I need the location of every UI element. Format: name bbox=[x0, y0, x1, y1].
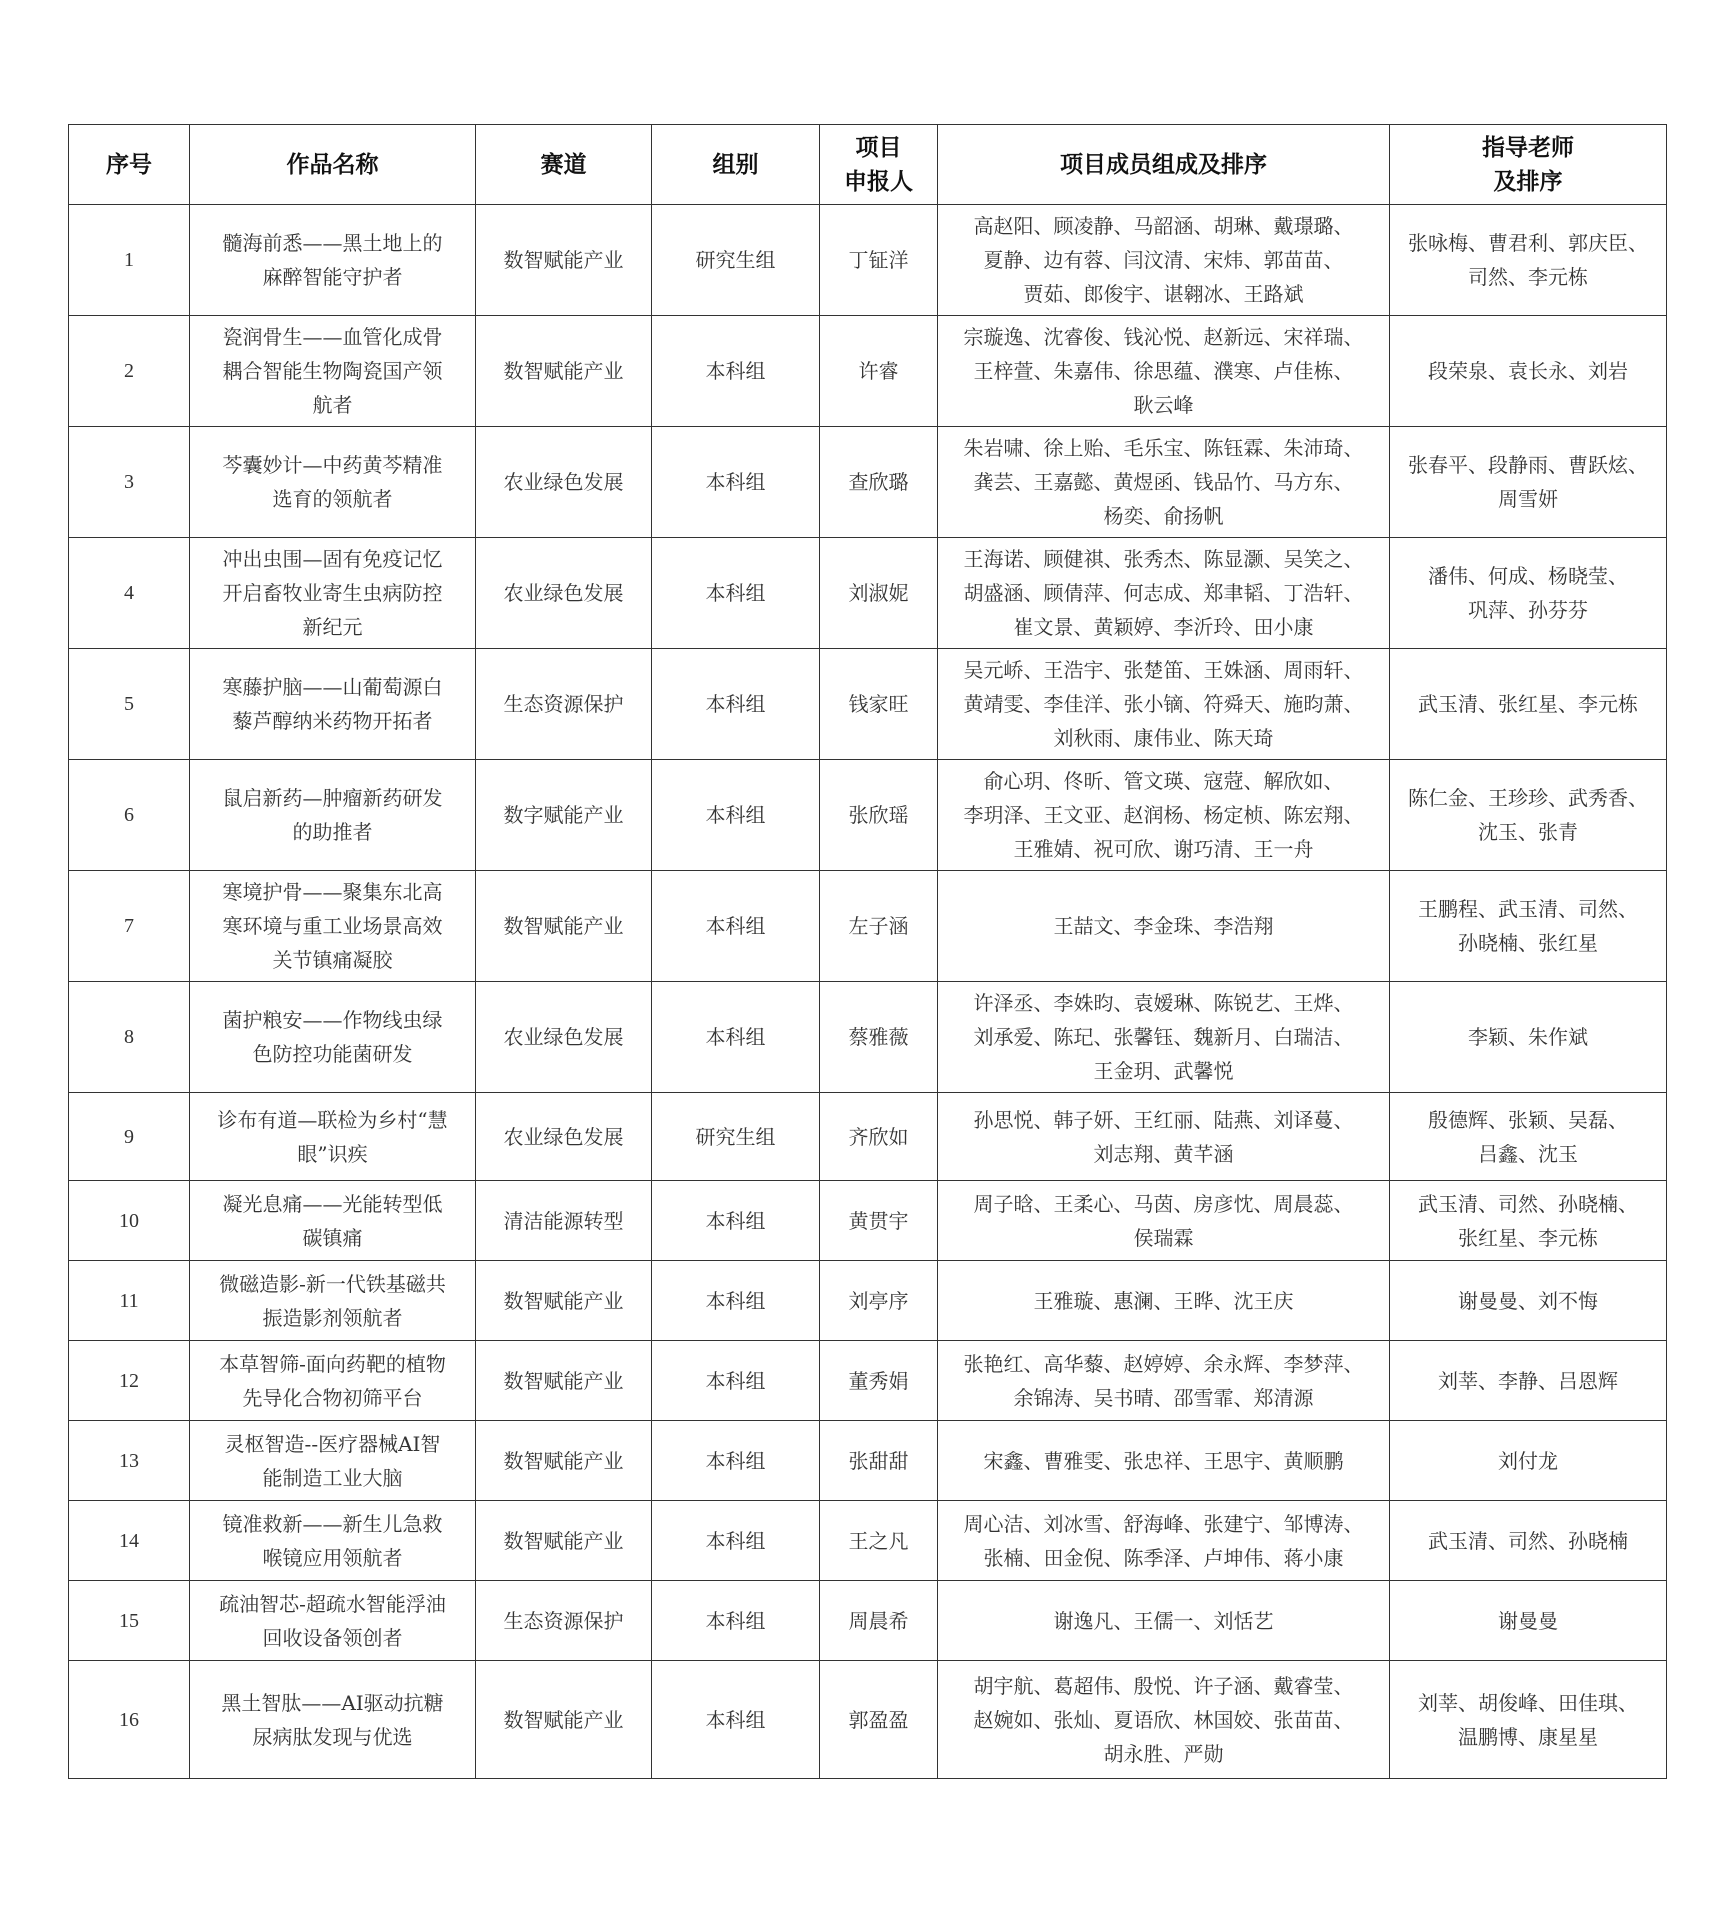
cell-name-line: 尿病肽发现与优选 bbox=[252, 1724, 413, 1749]
cell-members bbox=[938, 1341, 1390, 1421]
cell-members-line: 宗璇逸、沈睿俊、钱沁悦、赵新远、宋祥瑞、 bbox=[963, 325, 1364, 349]
cell-members-line: 谢逸凡、王儒一、刘恬艺 bbox=[1053, 1608, 1274, 1633]
cell-name bbox=[190, 1581, 476, 1661]
cell-advisors-line: 谢曼曼 bbox=[1498, 1608, 1558, 1633]
cell-name-line: 鼠启新药—肿瘤新药研发 bbox=[222, 786, 443, 810]
cell-members-line: 李玥泽、王文亚、赵润杨、杨定桢、陈宏翔、 bbox=[963, 803, 1364, 827]
cell-name-line: 寒藤护脑——山葡萄源白 bbox=[222, 675, 443, 699]
cell-name-line: 碳镇痛 bbox=[302, 1225, 363, 1250]
cell-members-line: 张楠、田金倪、陈季泽、卢坤伟、蒋小康 bbox=[983, 1545, 1344, 1570]
cell-advisors bbox=[1390, 1093, 1667, 1181]
cell-group: 本科组 bbox=[652, 427, 820, 538]
cell-no: 10 bbox=[69, 1181, 190, 1261]
cell-applicant: 周晨希 bbox=[820, 1581, 938, 1661]
cell-track: 生态资源保护 bbox=[476, 649, 652, 760]
cell-name-line: 能制造工业大脑 bbox=[262, 1465, 403, 1490]
header-applicant-line: 项目 bbox=[855, 134, 902, 161]
cell-members-line: 赵婉如、张灿、夏语欣、林国姣、张苗苗、 bbox=[973, 1707, 1354, 1732]
cell-no: 12 bbox=[69, 1341, 190, 1421]
cell-advisors bbox=[1390, 1421, 1667, 1501]
cell-name-line: 藜芦醇纳米药物开拓者 bbox=[232, 709, 433, 733]
cell-track: 农业绿色发展 bbox=[476, 1093, 652, 1181]
cell-no: 8 bbox=[69, 982, 190, 1093]
cell-members-line: 余锦涛、吴书晴、邵雪霏、郑清源 bbox=[1013, 1385, 1314, 1410]
cell-advisors-line: 武玉清、司然、孙晓楠、 bbox=[1418, 1191, 1638, 1216]
cell-members-line: 吴元峤、王浩宇、张楚笛、王姝涵、周雨轩、 bbox=[963, 658, 1364, 682]
cell-name bbox=[190, 316, 476, 427]
cell-members bbox=[938, 649, 1390, 760]
cell-applicant: 查欣璐 bbox=[820, 427, 938, 538]
cell-advisors-line: 刘莘、李静、吕恩辉 bbox=[1438, 1368, 1618, 1393]
cell-members-line: 刘志翔、黄芊涵 bbox=[1093, 1141, 1234, 1166]
cell-members-line: 贾茹、郎俊宇、谌翱冰、王路斌 bbox=[1023, 282, 1304, 306]
cell-members-line: 周子晗、王柔心、马茵、房彦忱、周晨蕊、 bbox=[973, 1191, 1354, 1216]
cell-members-line: 周心洁、刘冰雪、舒海峰、张建宁、邹博涛、 bbox=[963, 1511, 1364, 1536]
cell-advisors-line: 李颖、朱作斌 bbox=[1468, 1025, 1588, 1049]
cell-name-line: 寒环境与重工业场景高效 bbox=[222, 914, 443, 938]
cell-applicant: 刘淑妮 bbox=[820, 538, 938, 649]
cell-advisors-line: 谢曼曼、刘不悔 bbox=[1458, 1288, 1598, 1313]
cell-name-line: 菌护粮安——作物线虫绿 bbox=[222, 1008, 443, 1032]
header-no: 序号 bbox=[69, 125, 190, 205]
cell-members bbox=[938, 538, 1390, 649]
cell-name-line: 选育的领航者 bbox=[272, 487, 393, 511]
header-advisors-line: 及排序 bbox=[1493, 168, 1563, 195]
cell-track: 农业绿色发展 bbox=[476, 982, 652, 1093]
cell-name-line: 眼”识疾 bbox=[297, 1141, 368, 1166]
cell-no: 13 bbox=[69, 1421, 190, 1501]
cell-name bbox=[190, 760, 476, 871]
cell-advisors-line: 王鹏程、武玉清、司然、 bbox=[1418, 897, 1638, 921]
cell-members-line: 刘承爱、陈玘、张馨钰、魏新月、白瑞洁、 bbox=[973, 1025, 1354, 1049]
cell-group: 研究生组 bbox=[652, 1093, 820, 1181]
cell-name-line: 振造影剂领航者 bbox=[262, 1305, 403, 1330]
table-row bbox=[69, 316, 1667, 427]
cell-no: 15 bbox=[69, 1581, 190, 1661]
cell-applicant: 黄贯宇 bbox=[820, 1181, 938, 1261]
cell-group: 本科组 bbox=[652, 1181, 820, 1261]
cell-track: 数字赋能产业 bbox=[476, 760, 652, 871]
cell-name-line: 关节镇痛凝胶 bbox=[272, 948, 393, 972]
cell-advisors bbox=[1390, 1581, 1667, 1661]
cell-members bbox=[938, 1501, 1390, 1581]
header-track: 赛道 bbox=[476, 125, 652, 205]
cell-applicant: 钱家旺 bbox=[820, 649, 938, 760]
cell-members-line: 俞心玥、佟昕、管文瑛、寇蒄、解欣如、 bbox=[983, 769, 1344, 793]
cell-advisors-line: 张春平、段静雨、曹跃炫、 bbox=[1408, 453, 1648, 477]
cell-members-line: 朱岩啸、徐上贻、毛乐宝、陈钰霖、朱沛琦、 bbox=[963, 436, 1364, 460]
cell-members-line: 王金玥、武馨悦 bbox=[1093, 1059, 1234, 1083]
cell-applicant: 董秀娟 bbox=[820, 1341, 938, 1421]
cell-no: 1 bbox=[69, 205, 190, 316]
table-header bbox=[69, 125, 1667, 205]
cell-name-line: 芩囊妙计—中药黄芩精准 bbox=[222, 453, 443, 477]
table-row bbox=[69, 871, 1667, 982]
cell-advisors-line: 武玉清、张红星、李元栋 bbox=[1418, 692, 1638, 716]
cell-advisors bbox=[1390, 982, 1667, 1093]
cell-name-line: 髓海前悉——黑土地上的 bbox=[222, 231, 443, 255]
cell-group: 本科组 bbox=[652, 649, 820, 760]
cell-advisors-line: 武玉清、司然、孙晓楠 bbox=[1428, 1528, 1628, 1553]
cell-applicant: 王之凡 bbox=[820, 1501, 938, 1581]
cell-group: 本科组 bbox=[652, 538, 820, 649]
table-row bbox=[69, 1501, 1667, 1581]
cell-members-line: 夏静、边有蓉、闫汶清、宋炜、郭苗苗、 bbox=[983, 248, 1344, 272]
cell-members bbox=[938, 1093, 1390, 1181]
cell-track: 清洁能源转型 bbox=[476, 1181, 652, 1261]
table-row bbox=[69, 1261, 1667, 1341]
cell-track: 生态资源保护 bbox=[476, 1581, 652, 1661]
cell-members-line: 杨奕、俞扬帆 bbox=[1103, 504, 1224, 528]
cell-track: 数智赋能产业 bbox=[476, 1341, 652, 1421]
cell-advisors-line: 孙晓楠、张红星 bbox=[1458, 931, 1598, 955]
cell-name-line: 冲出虫围—固有免疫记忆 bbox=[222, 547, 443, 571]
table-row bbox=[69, 1421, 1667, 1501]
cell-name-line: 喉镜应用领航者 bbox=[262, 1545, 403, 1570]
cell-name bbox=[190, 649, 476, 760]
cell-advisors bbox=[1390, 1501, 1667, 1581]
cell-members bbox=[938, 1181, 1390, 1261]
cell-name-line: 回收设备领创者 bbox=[262, 1625, 403, 1650]
cell-group: 研究生组 bbox=[652, 205, 820, 316]
cell-members-line: 王喆文、李金珠、李浩翔 bbox=[1053, 914, 1274, 938]
table-row bbox=[69, 427, 1667, 538]
cell-track: 数智赋能产业 bbox=[476, 871, 652, 982]
table-row bbox=[69, 1661, 1667, 1779]
cell-members-line: 宋鑫、曹雅雯、张忠祥、王思宇、黄顺鹏 bbox=[983, 1448, 1344, 1473]
cell-track: 数智赋能产业 bbox=[476, 1261, 652, 1341]
cell-group: 本科组 bbox=[652, 871, 820, 982]
table-row bbox=[69, 982, 1667, 1093]
cell-name bbox=[190, 871, 476, 982]
cell-members-line: 高赵阳、顾凌静、马韶涵、胡琳、戴璟璐、 bbox=[973, 214, 1354, 238]
cell-members-line: 崔文景、黄颖婷、李沂玲、田小康 bbox=[1013, 615, 1314, 639]
cell-track: 农业绿色发展 bbox=[476, 538, 652, 649]
cell-advisors bbox=[1390, 1181, 1667, 1261]
cell-members-line: 王海诺、顾健祺、张秀杰、陈显灏、吴笑之、 bbox=[963, 547, 1364, 571]
cell-name-line: 麻醉智能守护者 bbox=[262, 265, 403, 289]
table-row bbox=[69, 1181, 1667, 1261]
cell-group: 本科组 bbox=[652, 1261, 820, 1341]
header-group: 组别 bbox=[652, 125, 820, 205]
cell-name-line: 灵枢智造--医疗器械AI智 bbox=[224, 1431, 441, 1456]
cell-no: 3 bbox=[69, 427, 190, 538]
cell-group: 本科组 bbox=[652, 1661, 820, 1779]
cell-members-line: 孙思悦、韩子妍、王红丽、陆燕、刘译蔓、 bbox=[973, 1107, 1354, 1132]
cell-no: 6 bbox=[69, 760, 190, 871]
cell-members-line: 胡宇航、葛超伟、殷悦、许子涵、戴睿莹、 bbox=[973, 1673, 1354, 1698]
cell-name bbox=[190, 982, 476, 1093]
table-body bbox=[69, 205, 1667, 1779]
header-row bbox=[69, 125, 1667, 205]
cell-no: 16 bbox=[69, 1661, 190, 1779]
cell-members bbox=[938, 871, 1390, 982]
cell-name-line: 微磁造影-新一代铁基磁共 bbox=[219, 1271, 446, 1296]
cell-group: 本科组 bbox=[652, 1581, 820, 1661]
cell-members-line: 王雅璇、惠澜、王晔、沈王庆 bbox=[1033, 1288, 1294, 1313]
table-row bbox=[69, 1093, 1667, 1181]
cell-no: 14 bbox=[69, 1501, 190, 1581]
cell-advisors-line: 巩萍、孙芬芬 bbox=[1468, 598, 1588, 622]
cell-name-line: 黑土智肽——AI驱动抗糖 bbox=[221, 1690, 444, 1715]
cell-members bbox=[938, 1261, 1390, 1341]
cell-advisors bbox=[1390, 538, 1667, 649]
cell-name bbox=[190, 1421, 476, 1501]
cell-name bbox=[190, 1661, 476, 1779]
cell-advisors-line: 张咏梅、曹君利、郭庆臣、 bbox=[1408, 231, 1648, 255]
cell-members-line: 许泽丞、李姝昀、袁嫒琳、陈锐艺、王烨、 bbox=[973, 991, 1354, 1015]
cell-track: 农业绿色发展 bbox=[476, 427, 652, 538]
cell-members-line: 胡盛涵、顾倩萍、何志成、郑聿韬、丁浩轩、 bbox=[963, 581, 1364, 605]
cell-group: 本科组 bbox=[652, 1341, 820, 1421]
cell-no: 5 bbox=[69, 649, 190, 760]
cell-applicant: 张欣瑶 bbox=[820, 760, 938, 871]
cell-advisors-line: 司然、李元栋 bbox=[1468, 265, 1588, 289]
header-advisors bbox=[1390, 125, 1667, 205]
cell-members bbox=[938, 982, 1390, 1093]
cell-track: 数智赋能产业 bbox=[476, 1501, 652, 1581]
cell-track: 数智赋能产业 bbox=[476, 1661, 652, 1779]
cell-members-line: 胡永胜、严勋 bbox=[1103, 1741, 1224, 1766]
cell-name bbox=[190, 1261, 476, 1341]
cell-members-line: 龚芸、王嘉懿、黄煜函、钱品竹、马方东、 bbox=[973, 470, 1354, 494]
table-row bbox=[69, 538, 1667, 649]
cell-members-line: 耿云峰 bbox=[1133, 393, 1194, 417]
cell-advisors-line: 沈玉、张青 bbox=[1478, 820, 1578, 844]
cell-advisors-line: 刘付龙 bbox=[1498, 1448, 1558, 1473]
cell-members bbox=[938, 1581, 1390, 1661]
table-row bbox=[69, 649, 1667, 760]
table-row bbox=[69, 1341, 1667, 1421]
cell-advisors-line: 张红星、李元栋 bbox=[1458, 1225, 1598, 1250]
cell-no: 9 bbox=[69, 1093, 190, 1181]
cell-name-line: 瓷润骨生——血管化成骨 bbox=[222, 325, 443, 349]
header-name: 作品名称 bbox=[190, 125, 476, 205]
cell-no: 7 bbox=[69, 871, 190, 982]
cell-advisors bbox=[1390, 871, 1667, 982]
cell-applicant: 许睿 bbox=[820, 316, 938, 427]
cell-group: 本科组 bbox=[652, 1421, 820, 1501]
table-row bbox=[69, 1581, 1667, 1661]
cell-name bbox=[190, 1093, 476, 1181]
cell-group: 本科组 bbox=[652, 760, 820, 871]
cell-group: 本科组 bbox=[652, 316, 820, 427]
cell-name bbox=[190, 1181, 476, 1261]
table-row bbox=[69, 205, 1667, 316]
cell-advisors bbox=[1390, 427, 1667, 538]
cell-track: 数智赋能产业 bbox=[476, 316, 652, 427]
cell-group: 本科组 bbox=[652, 982, 820, 1093]
cell-name-line: 的助推者 bbox=[292, 820, 373, 844]
cell-advisors-line: 潘伟、何成、杨晓莹、 bbox=[1428, 564, 1628, 588]
cell-advisors-line: 刘莘、胡俊峰、田佳琪、 bbox=[1418, 1690, 1638, 1715]
cell-name bbox=[190, 427, 476, 538]
header-members: 项目成员组成及排序 bbox=[938, 125, 1390, 205]
cell-no: 11 bbox=[69, 1261, 190, 1341]
cell-name-line: 诊布有道—联检为乡村“慧 bbox=[217, 1107, 448, 1132]
cell-advisors bbox=[1390, 1261, 1667, 1341]
cell-members-line: 王雅婧、祝可欣、谢巧清、王一舟 bbox=[1013, 837, 1314, 861]
cell-members bbox=[938, 1661, 1390, 1779]
project-table bbox=[68, 124, 1667, 1779]
cell-members bbox=[938, 1421, 1390, 1501]
cell-name-line: 开启畜牧业寄生虫病防控 bbox=[222, 581, 443, 605]
cell-name bbox=[190, 205, 476, 316]
cell-members-line: 张艳红、高华藜、赵婷婷、余永辉、李梦萍、 bbox=[963, 1351, 1364, 1376]
cell-members-line: 王梓萱、朱嘉伟、徐思蕴、濮寒、卢佳栋、 bbox=[973, 359, 1354, 383]
cell-applicant: 齐欣如 bbox=[820, 1093, 938, 1181]
cell-advisors bbox=[1390, 1341, 1667, 1421]
cell-advisors-line: 陈仁金、王珍珍、武秀香、 bbox=[1408, 786, 1648, 810]
cell-no: 2 bbox=[69, 316, 190, 427]
cell-members bbox=[938, 205, 1390, 316]
cell-applicant: 蔡雅薇 bbox=[820, 982, 938, 1093]
cell-advisors-line: 殷德辉、张颖、吴磊、 bbox=[1428, 1107, 1628, 1132]
cell-advisors bbox=[1390, 649, 1667, 760]
cell-name-line: 先导化合物初筛平台 bbox=[242, 1385, 423, 1410]
cell-advisors-line: 吕鑫、沈玉 bbox=[1478, 1141, 1578, 1166]
cell-applicant: 丁钲洋 bbox=[820, 205, 938, 316]
cell-members bbox=[938, 316, 1390, 427]
cell-applicant: 左子涵 bbox=[820, 871, 938, 982]
header-applicant-line: 申报人 bbox=[844, 168, 913, 195]
cell-applicant: 张甜甜 bbox=[820, 1421, 938, 1501]
header-applicant bbox=[820, 125, 938, 205]
cell-advisors bbox=[1390, 205, 1667, 316]
cell-advisors bbox=[1390, 316, 1667, 427]
cell-applicant: 刘亭序 bbox=[820, 1261, 938, 1341]
cell-name-line: 镜准救新——新生儿急救 bbox=[222, 1511, 443, 1536]
cell-members-line: 刘秋雨、康伟业、陈天琦 bbox=[1053, 726, 1274, 750]
header-advisors-line: 指导老师 bbox=[1482, 134, 1574, 161]
cell-members bbox=[938, 427, 1390, 538]
cell-name bbox=[190, 1341, 476, 1421]
cell-advisors bbox=[1390, 1661, 1667, 1779]
cell-name-line: 航者 bbox=[312, 393, 353, 417]
cell-name-line: 疏油智芯-超疏水智能浮油 bbox=[219, 1591, 446, 1616]
cell-advisors bbox=[1390, 760, 1667, 871]
cell-name bbox=[190, 538, 476, 649]
cell-no: 4 bbox=[69, 538, 190, 649]
cell-advisors-line: 周雪妍 bbox=[1498, 487, 1558, 511]
table-row bbox=[69, 760, 1667, 871]
cell-members bbox=[938, 760, 1390, 871]
cell-group: 本科组 bbox=[652, 1501, 820, 1581]
cell-members-line: 黄靖雯、李佳洋、张小镝、符舜天、施昀萧、 bbox=[963, 692, 1364, 716]
cell-name-line: 寒境护骨——聚集东北高 bbox=[222, 880, 443, 904]
cell-name-line: 新纪元 bbox=[302, 615, 363, 639]
cell-applicant: 郭盈盈 bbox=[820, 1661, 938, 1779]
cell-name bbox=[190, 1501, 476, 1581]
cell-members-line: 侯瑞霖 bbox=[1133, 1225, 1194, 1250]
cell-track: 数智赋能产业 bbox=[476, 205, 652, 316]
cell-advisors-line: 温鹏博、康星星 bbox=[1458, 1724, 1598, 1749]
cell-advisors-line: 段荣泉、袁长永、刘岩 bbox=[1428, 359, 1628, 383]
cell-name-line: 色防控功能菌研发 bbox=[252, 1042, 413, 1066]
cell-name-line: 凝光息痛——光能转型低 bbox=[222, 1191, 443, 1216]
cell-track: 数智赋能产业 bbox=[476, 1421, 652, 1501]
cell-name-line: 本草智筛-面向药靶的植物 bbox=[219, 1351, 446, 1376]
cell-name-line: 耦合智能生物陶瓷国产领 bbox=[222, 359, 443, 383]
